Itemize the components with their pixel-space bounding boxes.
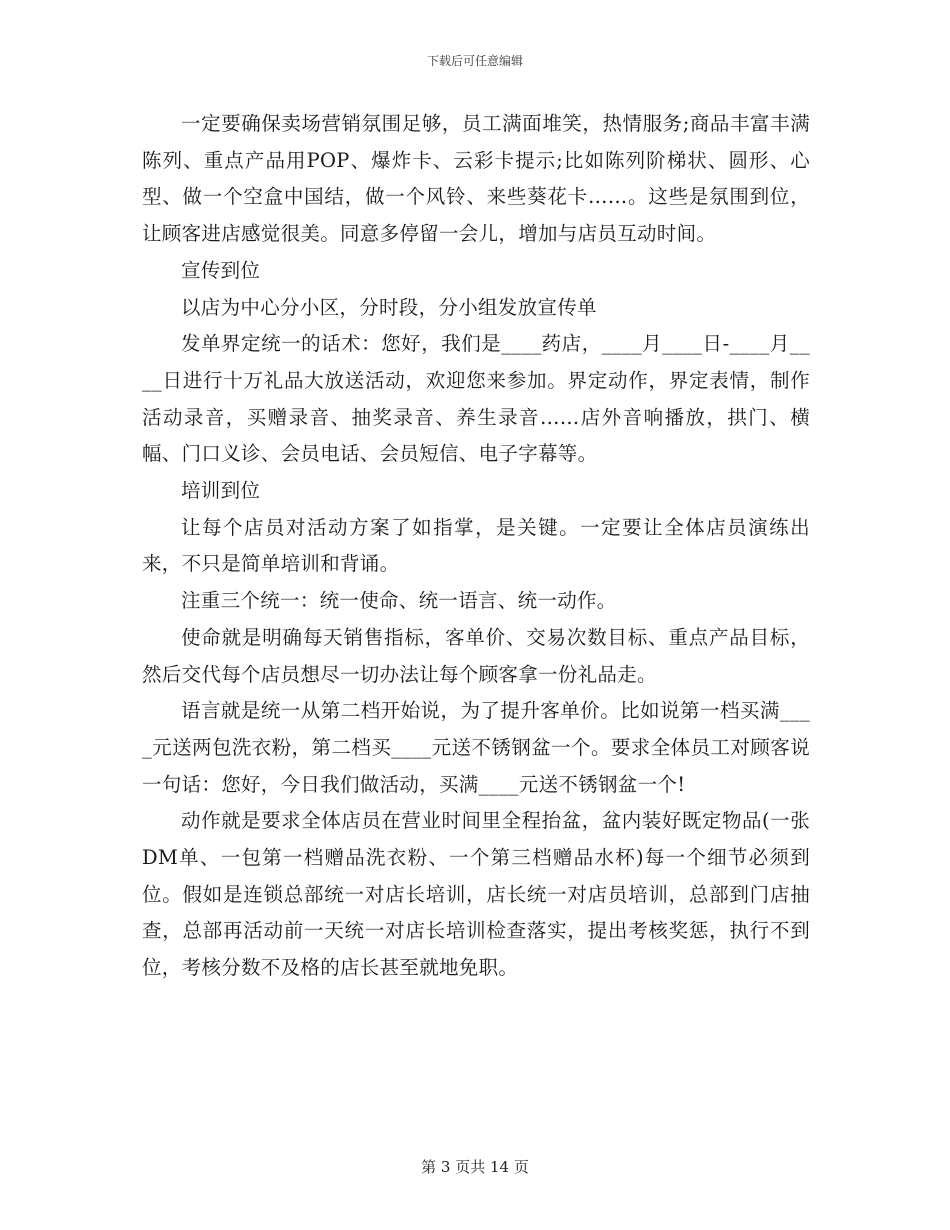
paragraph-language: 语言就是统一从第二档开始说，为了提升客单价。比如说第一档买满____元送两包洗衣粉，第二档买____元送不锈钢盆一个。要求全体员工对顾客说一句话：您好，今日我们做活动，买满____元送不锈钢盆一个! bbox=[142, 699, 810, 796]
paragraph-mission: 使命就是明确每天销售指标，客单价、交易次数目标、重点产品目标，然后交代每个店员想尽一切办法让每个顾客拿一份礼品走。 bbox=[142, 625, 810, 686]
paragraph-distribution: 以店为中心分小区，分时段，分小组发放宣传单 bbox=[181, 295, 597, 319]
page-footer: 第 3 页共 14 页 bbox=[421, 1158, 529, 1176]
paragraph-action: 动作就是要求全体店员在营业时间里全程抬盆，盆内装好既定物品(一张DM单、一包第一档赠品洗衣粉、一个第三档赠品水杯)每一个细节必须到位。假如是连锁总部统一对店长培训，店长统一对店员培训，总部到门店抽查，总部再活动前一天统一对店长培训检查落实，提出考核奖惩，执行不到位，考核分数不及格的店长甚至就地免职。 bbox=[142, 809, 810, 980]
page-header: 下载后可任意编辑 bbox=[426, 54, 523, 68]
section-heading-training: 培训到位 bbox=[181, 479, 261, 503]
document-body bbox=[142, 106, 810, 987]
section-heading-publicity: 宣传到位 bbox=[181, 258, 261, 282]
paragraph-three-unities: 注重三个统一：统一使命、统一语言、统一动作。 bbox=[181, 589, 617, 613]
paragraph-training: 让每个店员对活动方案了如指掌，是关键。一定要让全体店员演练出来，不只是简单培训和背诵。 bbox=[142, 515, 810, 576]
paragraph-script: 发单界定统一的话术：您好，我们是____药店，____月____日-____月____日进行十万礼品大放送活动，欢迎您来参加。界定动作，界定表情，制作活动录音，买赠录音、抽奖录音、养生录音……店外音响播放，拱门、横幅、门口义诊、会员电话、会员短信、电子字幕等。 bbox=[142, 332, 810, 466]
paragraph-atmosphere: 一定要确保卖场营销氛围足够，员工满面堆笑，热情服务;商品丰富丰满陈列、重点产品用POP、爆炸卡、云彩卡提示;比如陈列阶梯状、圆形、心型、做一个空盒中国结，做一个风铃、来些葵花卡……。这些是氛围到位，让顾客进店感觉很美。同意多停留一会儿，增加与店员互动时间。 bbox=[142, 112, 810, 246]
